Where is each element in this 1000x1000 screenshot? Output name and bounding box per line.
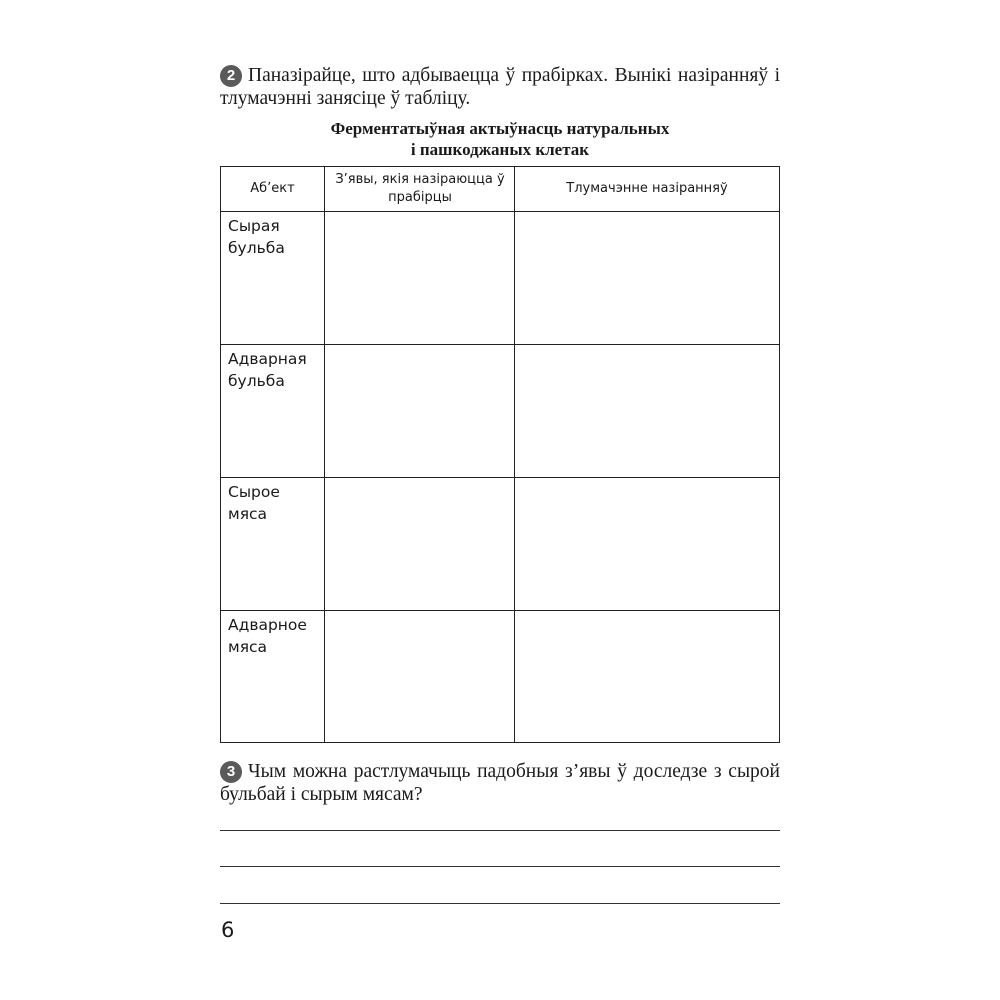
row-label-raw-potato: Сырая бульба [228,217,285,257]
header-explanation: Тлумачэнне назіранняў [566,181,728,196]
observation-table [220,166,780,743]
row-label-raw-meat: Сырое мяса [228,483,280,523]
answer-line [220,903,780,904]
task-2 [220,64,780,110]
task-3-text: Чым можна растлумачыць падобныя з’явы ў доследзе з сырой бульбай і сырым мясам? [220,761,780,805]
header-divider [221,211,779,212]
column-divider [514,167,515,742]
page-number: 6 [221,918,235,942]
table-title [220,118,780,160]
task-3 [220,760,780,806]
header-object: Аб’ект [250,181,295,196]
header-phenomena: З’явы, якія назіраюцца ў прабірцы [335,172,505,205]
row-label-boiled-meat: Адварное мяса [228,616,307,656]
row-divider [221,344,779,345]
row-divider [221,610,779,611]
column-divider [324,167,325,742]
row-label-boiled-potato: Адварная бульба [228,350,307,390]
task-number-badge: 2 [220,65,242,87]
task-2-text: Паназірайце, што адбываецца ў прабірках. Вынікі назіранняў і тлумачэнні занясіце ў табліцу. [220,65,780,109]
answer-line [220,830,780,831]
table-title-line-1: Ферментатыўная актыўнасць натуральных [330,119,670,138]
answer-line [220,866,780,867]
task-number-badge: 3 [220,761,242,783]
table-title-line-2: і пашкоджаных клетак [410,140,590,159]
row-divider [221,477,779,478]
